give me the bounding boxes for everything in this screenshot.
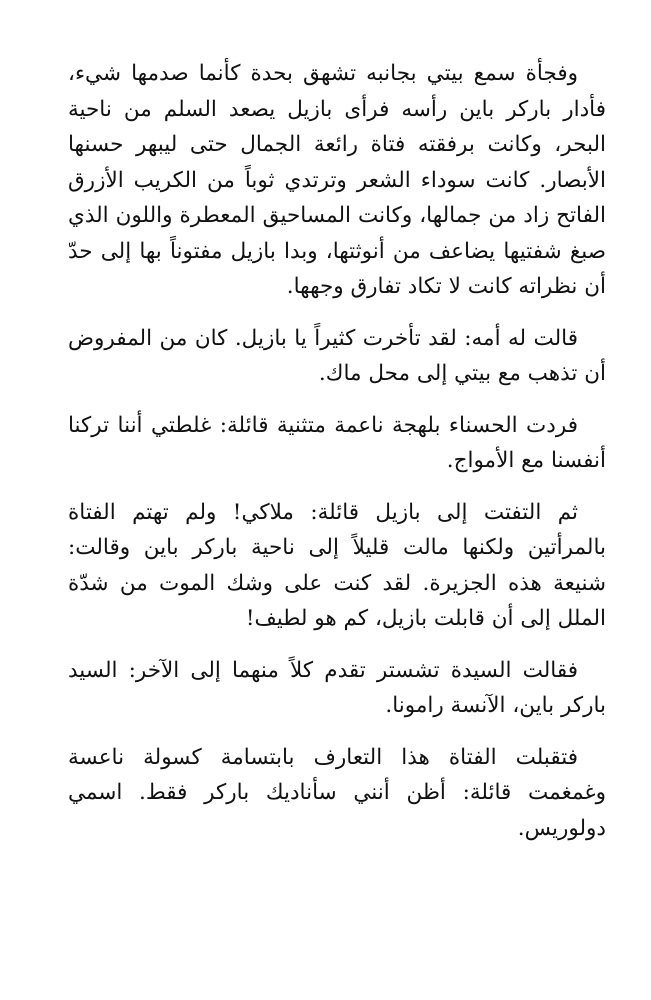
paragraph-6: فتقبلت الفتاة هذا التعارف بابتسامة كسولة ناعسة وغمغمت قائلة: أظن أنني سأناديك باركر فقط. اسمي دولوريس. [68,744,606,841]
paragraph-4: ثم التفتت إلى بازيل قائلة: ملاكي! ولم تهتم الفتاة بالمرأتين ولكنها مالت قليلاً إلى ناحية باركر باين وقالت: شنيعة هذه الجزيرة. لقد كنت على وشك الموت من شدّة الملل إلى أن قابلت بازيل، كم هو لطيف! [68,499,606,631]
paragraph-1: وفجأة سمع بيتي بجانبه تشهق بحدة كأنما صدمها شيء، فأدار باركر باين رأسه فرأى بازيل يصعد السلم من ناحية البحر، وكانت برفقته فتاة رائعة الجمال حتى ليبهر حسنها الأبصار. كانت سوداء الشعر وترتدي ثوباً من الكريب الأزرق الفاتح زاد من جمالها، وكانت المساحيق المعطرة واللون الذي صبغ شفتيها يضاعف من أنوثتها، وبدا بازيل مفتوناً بها إلى حدّ أن نظراته كانت لا تكاد تفارق وجهها. [68,61,606,299]
paragraph-5: فقالت السيدة تشستر تقدم كلاً منهما إلى الآخر: السيد باركر باين، الآنسة رامونا. [68,657,606,718]
paragraph-3: فردت الحسناء بلهجة ناعمة متثنية قائلة: غلطتي أننا تركنا أنفسنا مع الأمواج. [68,412,606,473]
book-page [68,56,606,862]
paragraph-2: قالت له أمه: لقد تأخرت كثيراً يا بازيل. كان من المفروض أن تذهب مع بيتي إلى محل ماك. [68,325,606,386]
